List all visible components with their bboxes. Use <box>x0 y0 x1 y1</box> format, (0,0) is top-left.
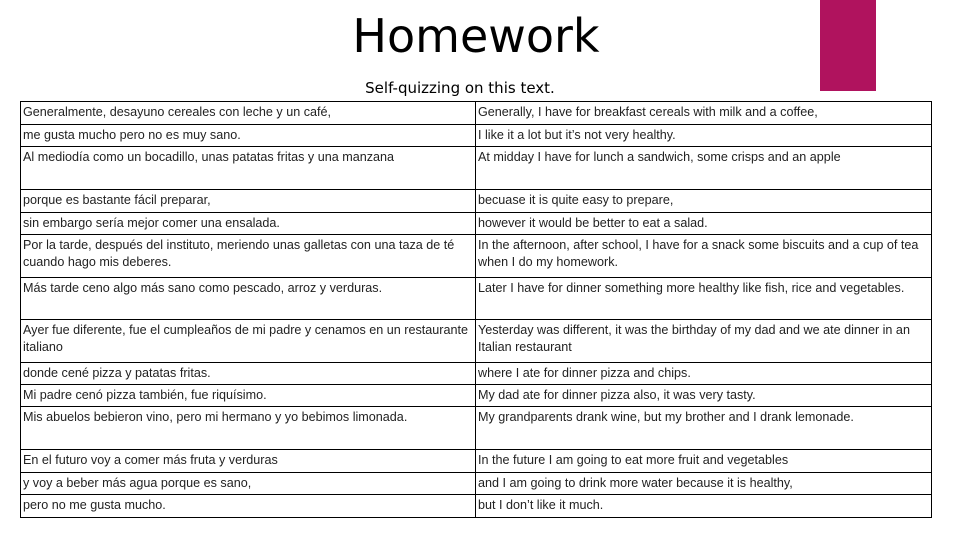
table-row <box>21 147 932 190</box>
spanish-cell: Al mediodía como un bocadillo, unas patatas fritas y una manzana <box>21 147 476 190</box>
page-title: Homework <box>352 9 600 63</box>
spanish-cell: Ayer fue diferente, fue el cumpleaños de mi padre y cenamos en un restaurante italiano <box>21 320 476 363</box>
english-cell: but I don’t like it much. <box>476 495 932 518</box>
spanish-cell: pero no me gusta mucho. <box>21 495 476 518</box>
spanish-cell: Por la tarde, después del instituto, meriendo unas galletas con una taza de té cuando hago mis deberes. <box>21 235 476 278</box>
english-cell: My grandparents drank wine, but my brother and I drank lemonade. <box>476 407 932 450</box>
table-row <box>21 125 932 147</box>
table-row <box>21 363 932 385</box>
english-cell: Yesterday was different, it was the birthday of my dad and we ate dinner in an Italian restaurant <box>476 320 932 363</box>
page-subtitle: Self-quizzing on this text. <box>365 79 555 97</box>
table-row <box>21 320 932 363</box>
english-cell: In the future I am going to eat more fruit and vegetables <box>476 450 932 473</box>
spanish-cell: En el futuro voy a comer más fruta y verduras <box>21 450 476 473</box>
english-cell: I like it a lot but it’s not very healthy. <box>476 125 932 147</box>
english-cell: where I ate for dinner pizza and chips. <box>476 363 932 385</box>
spanish-cell: me gusta mucho pero no es muy sano. <box>21 125 476 147</box>
spanish-cell: porque es bastante fácil preparar, <box>21 190 476 213</box>
english-cell: and I am going to drink more water because it is healthy, <box>476 473 932 495</box>
translation-table <box>20 101 932 518</box>
spanish-cell: y voy a beber más agua porque es sano, <box>21 473 476 495</box>
spanish-cell: Mi padre cenó pizza también, fue riquísimo. <box>21 385 476 407</box>
spanish-cell: sin embargo sería mejor comer una ensalada. <box>21 213 476 235</box>
table-row <box>21 190 932 213</box>
table-row <box>21 407 932 450</box>
english-cell: Later I have for dinner something more healthy like fish, rice and vegetables. <box>476 278 932 320</box>
table-row <box>21 235 932 278</box>
english-cell: In the afternoon, after school, I have for a snack some biscuits and a cup of tea when I do my homework. <box>476 235 932 278</box>
spanish-cell: Más tarde ceno algo más sano como pescado, arroz y verduras. <box>21 278 476 320</box>
english-cell: My dad ate for dinner pizza also, it was very tasty. <box>476 385 932 407</box>
table-row <box>21 213 932 235</box>
english-cell: Generally, I have for breakfast cereals with milk and a coffee, <box>476 102 932 125</box>
table-row <box>21 278 932 320</box>
english-cell: At midday I have for lunch a sandwich, some crisps and an apple <box>476 147 932 190</box>
spanish-cell: Generalmente, desayuno cereales con leche y un café, <box>21 102 476 125</box>
english-cell: becuase it is quite easy to prepare, <box>476 190 932 213</box>
spanish-cell: donde cené pizza y patatas fritas. <box>21 363 476 385</box>
table-row <box>21 473 932 495</box>
table-row <box>21 495 932 518</box>
spanish-cell: Mis abuelos bebieron vino, pero mi hermano y yo bebimos limonada. <box>21 407 476 450</box>
table-row <box>21 450 932 473</box>
table-row <box>21 102 932 125</box>
table-row <box>21 385 932 407</box>
english-cell: however it would be better to eat a salad. <box>476 213 932 235</box>
